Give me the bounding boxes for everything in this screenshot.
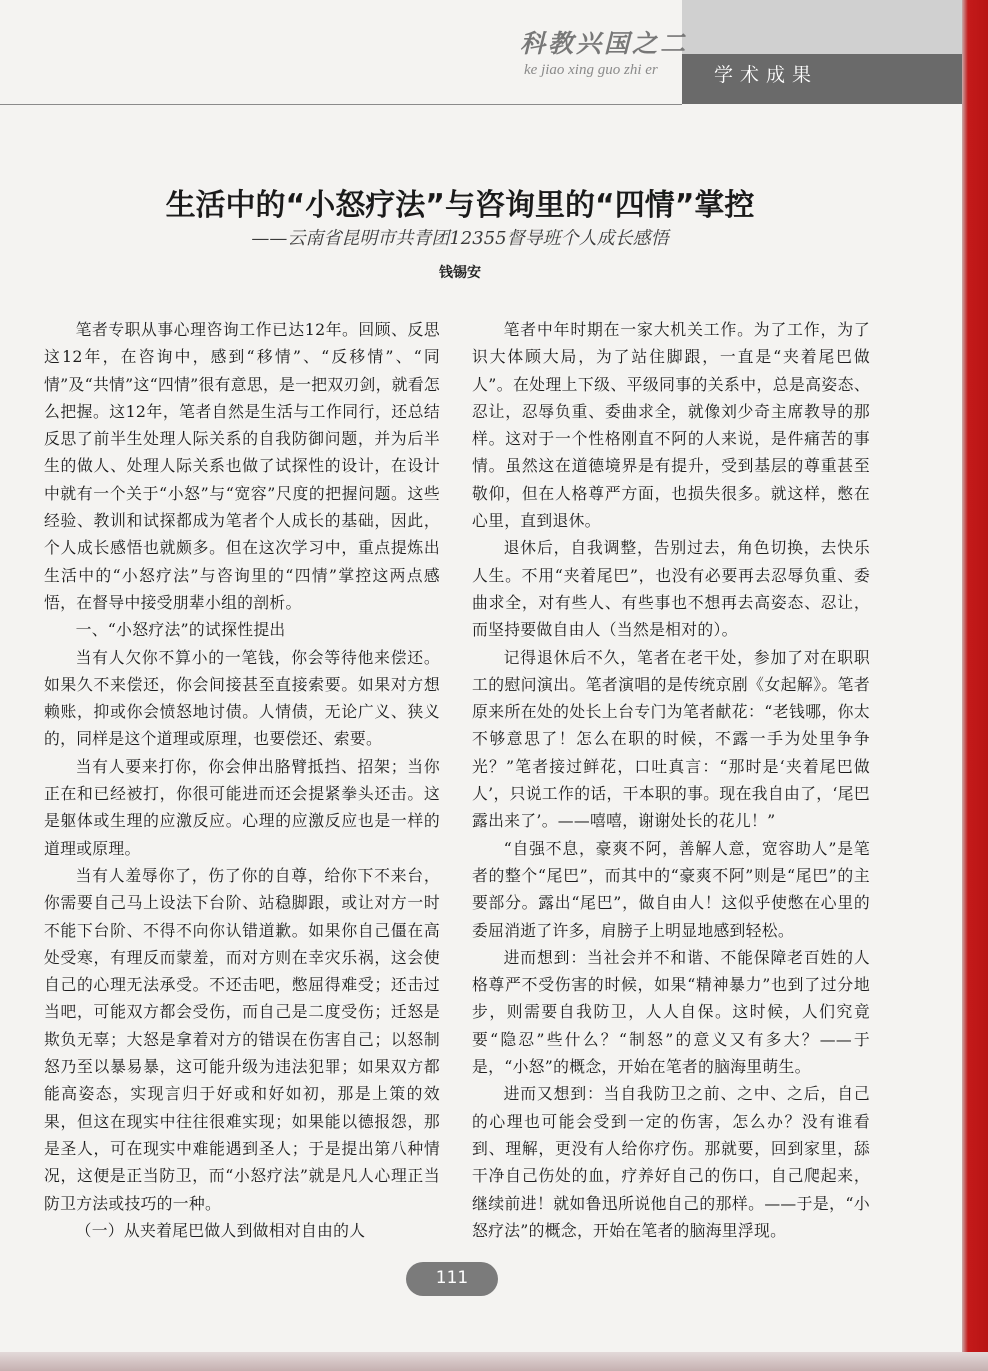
article-author: 钱锡安 <box>439 265 481 281</box>
section-heading: 一、“小怒疗法”的试探性提出 <box>75 620 286 640</box>
paragraph: 笔者专职从事心理咨询工作已达12年。回顾、反思这12年，在咨询中，感到“移情”、“反移情”、“同情”及“共情”这“四情”很有意思，是一把双刃剑，就看怎么把握。这12年，笔者自然是生活与工作同行，还总结反思了前半生处理人际关系的自我防御问题，并为后半生的做人、处理人际关系也做了试探性的设计，在设计中就有一个关于“小怒”与“宽容”尺度的把握问题。这些经验、教训和试探都成为笔者个人成长的基础，因此，个人成长感悟也就颇多。但在这次学习中，重点提炼出生活中的“小怒疗法”与咨询里的“四情”掌控这两点感悟，在督导中接受朋辈小组的剖析。 <box>44 320 440 612</box>
binding-edge <box>962 0 988 1371</box>
journal-series-title: 科教兴国之二 <box>520 29 689 58</box>
article-subtitle: ——云南省昆明市共青团12355督导班个人成长感悟 <box>251 228 669 249</box>
paragraph: 当有人欠你不算小的一笔钱，你会等待他来偿还。如果久不来偿还，你会间接甚至直接索要。如果对方想赖账，抑或你会愤怒地讨债。人情债，无论广义、狭义的，同样是这个道理或原理，也要偿还、索要。 <box>44 647 440 749</box>
section-label: 学术成果 <box>714 64 819 86</box>
paragraph: “自强不息，豪爽不阿，善解人意，宽容助人”是笔者的整个“尾巴”，而其中的“豪爽不阿”则是“尾巴”的主要部分。露出“尾巴”，做自由人！这似乎使憋在心里的委屈消逝了许多，肩膀子上明显地感到轻松。 <box>472 838 870 940</box>
header-divider <box>0 104 682 105</box>
right-column <box>472 316 870 1246</box>
paragraph: 笔者中年时期在一家大机关工作。为了工作，为了识大体顾大局，为了站住脚跟，一直是“夹着尾巴做人”。在处理上下级、平级同事的关系中，总是高姿态、忍让，忍辱负重、委曲求全，就像刘少奇主席教导的那样。这对于一个性格刚直不阿的人来说，是件痛苦的事情。虽然这在道德境界是有提升，受到基层的尊重甚至敬仰，但在人格尊严方面，也损失很多。就这样，憋在心里，直到退休。 <box>472 320 870 531</box>
scan-bottom-edge <box>0 1352 988 1371</box>
paragraph: 进而想到：当社会并不和谐、不能保障老百姓的人格尊严不受伤害的时候，如果“精神暴力”也到了过分地步，则需要自我防卫，人人自保。这时候，人们究竟要“隐忍”些什么？“制怒”的意义又有多大？——于是，“小怒”的概念，开始在笔者的脑海里萌生。 <box>472 947 870 1077</box>
paragraph: 进而又想到：当自我防卫之前、之中、之后，自己的心理也可能会受到一定的伤害，怎么办？没有谁看到、理解，更没有人给你疗伤。那就要，回到家里，舔干净自己伤处的血，疗养好自己的伤口，自己爬起来，继续前进！就如鲁迅所说他自己的那样。——于是，“小怒疗法”的概念，开始在笔者的脑海里浮现。 <box>472 1084 870 1240</box>
paragraph: 记得退休后不久，笔者在老干处，参加了对在职职工的慰问演出。笔者演唱的是传统京剧《女起解》。笔者原来所在处的处长上台专门为笔者献花：“老钱哪，你太不够意思了！怎么在职的时候，不露一手为处里争争光？”笔者接过鲜花，口吐真言：“那时是‘夹着尾巴做人’，只说工作的话，干本职的事。现在我自由了，‘尾巴露出来了’。——嘻嘻，谢谢处长的花儿！” <box>472 647 870 831</box>
page-number: 111 <box>435 1268 469 1288</box>
left-column <box>44 316 440 1246</box>
subsection-heading: （一）从夹着尾巴做人到做相对自由的人 <box>75 1220 366 1240</box>
journal-series-pinyin: ke jiao xing guo zhi er <box>524 62 658 78</box>
paragraph: 退休后，自我调整，告别过去，角色切换，去快乐人生。不用“夹着尾巴”，也没有必要再去忍辱负重、委曲求全，对有些人、有些事也不想再去高姿态、忍让，而坚持要做自由人（当然是相对的）。 <box>472 538 870 640</box>
header-light-band <box>682 0 962 54</box>
paragraph: 当有人羞辱你了，伤了你的自尊，给你下不来台，你需要自己马上设法下台阶、站稳脚跟，或让对方一时不能下台阶、不得不向你认错道歉。如果你自己僵在高处受寒，有理反而蒙羞，而对方则在幸灾乐祸，这会使自己的心理无法承受。不还击吧，憋屈得难受；还击过当吧，可能双方都会受伤，而自己是二度受伤；迁怒是欺负无辜；大怒是拿着对方的错误在伤害自己；以怒制怒乃至以暴易暴，这可能升级为违法犯罪；如果双方都能高姿态，实现言归于好或和好如初，那是上策的效果，但这在现实中往往很难实现；如果能以德报怨，那是圣人，可在现实中难能遇到圣人；于是提出第八种情况，这便是正当防卫，而“小怒疗法”就是凡人心理正当防卫方法或技巧的一种。 <box>44 865 440 1213</box>
paragraph: 当有人要来打你，你会伸出胳臂抵挡、招架；当你正在和已经被打，你很可能进而还会提紧拳头还击。这是躯体或生理的应激反应。心理的应激反应也是一样的道理或原理。 <box>44 756 440 858</box>
article-title: 生活中的“小怒疗法”与咨询里的“四情”掌控 <box>165 188 755 223</box>
